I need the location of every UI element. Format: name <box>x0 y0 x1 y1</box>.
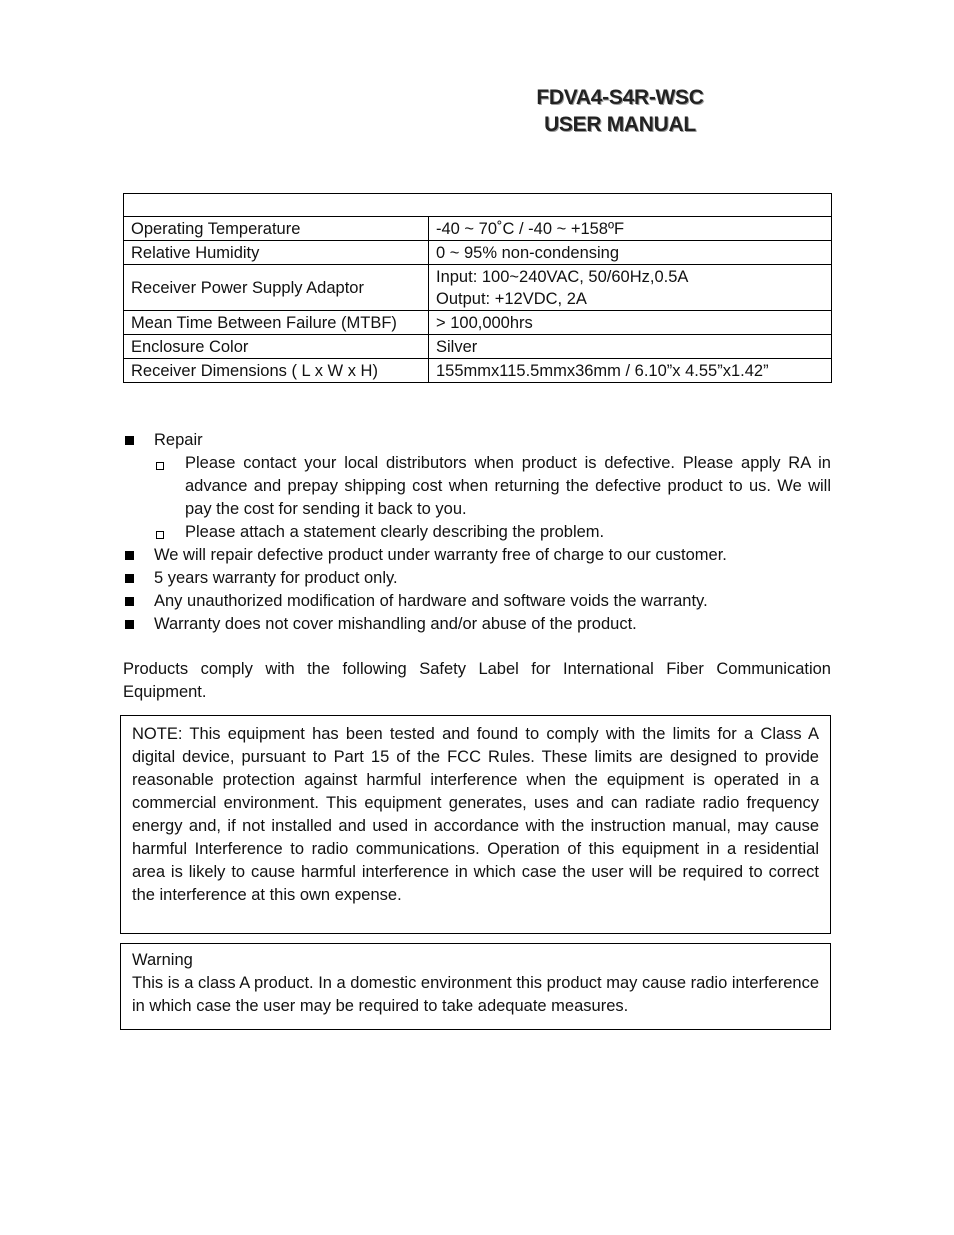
list-item <box>123 452 831 521</box>
repair-title: Repair <box>154 431 203 449</box>
table-row <box>124 265 832 311</box>
warranty-list <box>123 429 831 636</box>
table-row <box>124 241 832 265</box>
square-bullet-icon <box>125 620 134 629</box>
warning-text: This is a class A product. In a domestic environment this product may cause radio interference in which case the user may be required to take adequate measures. <box>132 974 819 1015</box>
list-item <box>123 521 831 544</box>
spec-value: -40 ~ 70˚C / -40 ~ +158ºF <box>429 217 832 241</box>
spec-value: 0 ~ 95% non-condensing <box>429 241 832 265</box>
spec-value: 155mmx115.5mmx36mm / 6.10”x 4.55”x1.42” <box>429 359 832 383</box>
spec-label: Enclosure Color <box>124 335 429 359</box>
table-row <box>124 335 832 359</box>
repair-item-text: Please attach a statement clearly describing the problem. <box>185 523 605 541</box>
spec-label: Receiver Power Supply Adaptor <box>124 265 429 311</box>
warranty-item-text: 5 years warranty for product only. <box>154 569 398 587</box>
spec-value: > 100,000hrs <box>429 311 832 335</box>
list-item <box>123 590 831 613</box>
spec-value-output: Output: +12VDC, 2A <box>436 289 587 308</box>
spec-value: Silver <box>429 335 832 359</box>
list-item <box>123 613 831 636</box>
warning-box <box>120 943 831 1030</box>
square-bullet-icon <box>125 597 134 606</box>
specifications-table <box>123 193 832 383</box>
list-item <box>123 429 831 452</box>
spec-label: Operating Temperature <box>124 217 429 241</box>
warranty-item-text: We will repair defective product under warranty free of charge to our customer. <box>154 546 727 564</box>
table-header-cell <box>124 194 832 217</box>
model-number: FDVA4-S4R-WSC <box>536 86 704 109</box>
spec-label: Receiver Dimensions ( L x W x H) <box>124 359 429 383</box>
manual-title: USER MANUAL <box>544 113 696 136</box>
warranty-item-text: Warranty does not cover mishandling and/or abuse of the product. <box>154 615 637 633</box>
spec-label: Mean Time Between Failure (MTBF) <box>124 311 429 335</box>
table-header-row <box>124 194 832 217</box>
warning-title: Warning <box>132 951 193 969</box>
repair-item-text: Please contact your local distributors when product is defective. Please apply RA in advance and prepay shipping cost when returning the defective product to us. We will pay the cost for sending it back to you. <box>185 454 831 518</box>
hollow-square-bullet-icon <box>156 462 164 470</box>
table-row <box>124 359 832 383</box>
square-bullet-icon <box>125 436 134 445</box>
spec-label: Relative Humidity <box>124 241 429 265</box>
table-row <box>124 311 832 335</box>
compliance-paragraph: Products comply with the following Safety Label for International Fiber Communication Equipment. <box>123 660 831 701</box>
square-bullet-icon <box>125 574 134 583</box>
document-header <box>520 84 720 138</box>
table-row <box>124 217 832 241</box>
fcc-note-text: NOTE: This equipment has been tested and found to comply with the limits for a Class A digital device, pursuant to Part 15 of the FCC Rules. These limits are designed to provide reasonable protection against harmful interference when the equipment is operated in a commercial environment. This equipment generates, uses and can radiate radio frequency energy and, if not installed and used in accordance with the instruction manual, may cause harmful Interference to radio communications. Operation of this equipment in a residential area is likely to cause harmful interference in which case the user will be required to correct the interference at this own expense. <box>132 725 819 904</box>
list-item <box>123 544 831 567</box>
list-item <box>123 567 831 590</box>
fcc-note-box <box>120 715 831 934</box>
hollow-square-bullet-icon <box>156 531 164 539</box>
square-bullet-icon <box>125 551 134 560</box>
spec-value-input: Input: 100~240VAC, 50/60Hz,0.5A <box>436 267 689 286</box>
warranty-item-text: Any unauthorized modification of hardware and software voids the warranty. <box>154 592 708 610</box>
spec-value <box>429 265 832 311</box>
